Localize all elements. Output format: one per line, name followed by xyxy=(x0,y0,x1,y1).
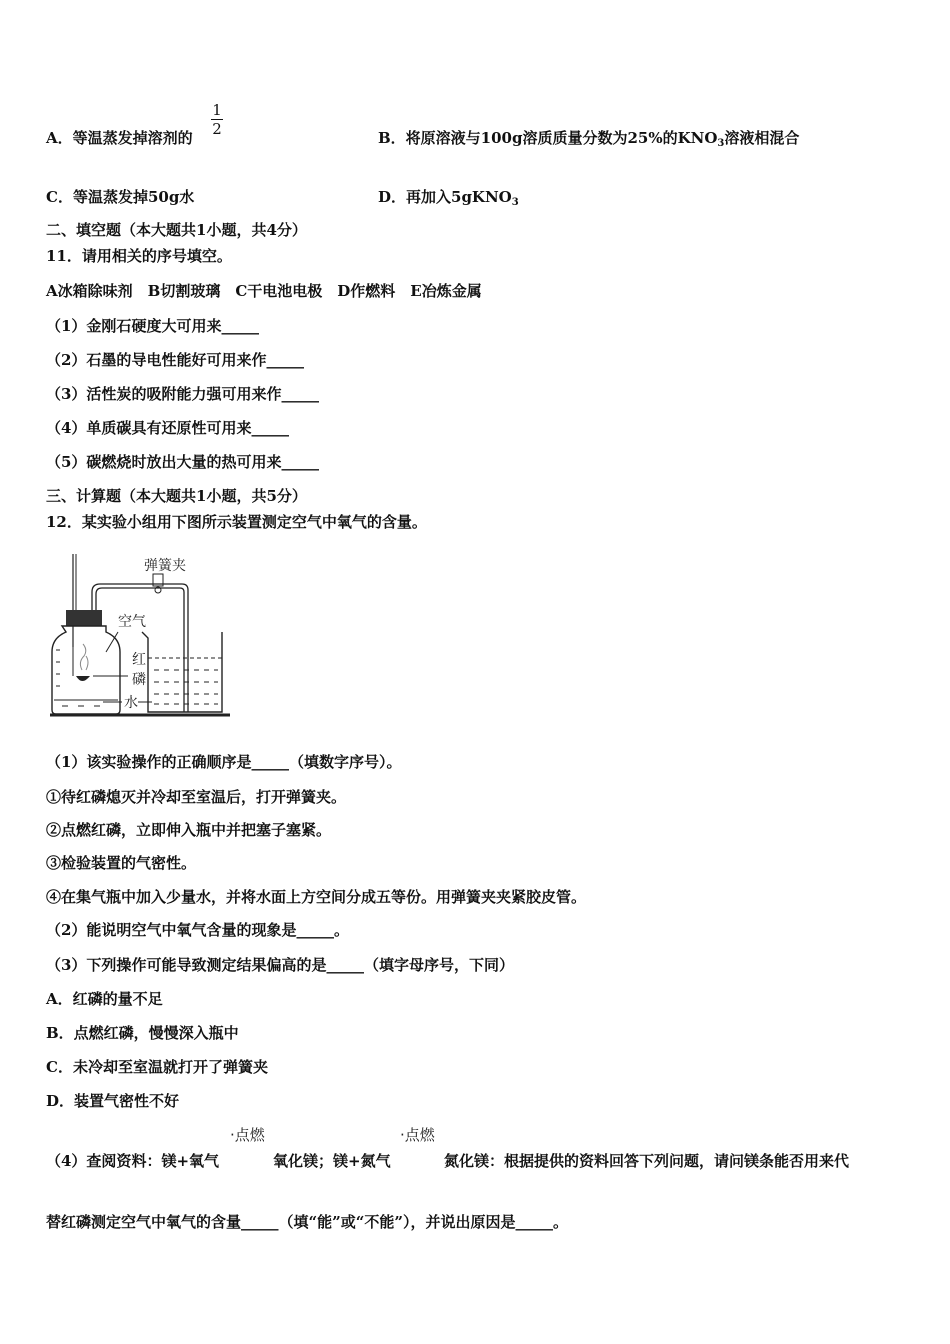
q12-part-4-seg2: 氧化镁；镁+氮气 xyxy=(273,1152,391,1170)
q10-option-a-text: A．等温蒸发掉溶剂的 xyxy=(46,129,193,147)
q11-item-5: （5）碳燃烧时放出大量的热可用来_____ xyxy=(46,453,319,471)
reaction-condition-2: ·点燃 xyxy=(400,1126,435,1144)
smoke-wisp xyxy=(80,644,85,670)
q12-step-1: ①待红磷熄灭并冷却至室温后，打开弹簧夹。 xyxy=(46,788,347,806)
label-spring-clamp: 弹簧夹 xyxy=(144,558,186,574)
q12-part-4-seg3: 氮化镁：根据提供的资料回答下列问题，请问镁条能否用来代 xyxy=(444,1152,850,1170)
combustion-spoon xyxy=(76,676,90,681)
reaction-condition-2-text: 点燃 xyxy=(404,1126,435,1144)
q12-choice-a: A．红磷的量不足 xyxy=(46,990,163,1008)
smoke-wisp xyxy=(86,656,88,670)
bottle-stopper xyxy=(66,610,102,626)
section-2-title: 二、填空题（本大题共1小题，共4分） xyxy=(46,221,307,239)
reaction-condition-1: ·点燃 xyxy=(230,1126,265,1144)
q12-part-4-seg1: （4）查阅资料：镁+氧气 xyxy=(46,1152,220,1170)
fraction-numerator: 1 xyxy=(212,101,222,119)
q12-step-3: ③检验装置的气密性。 xyxy=(46,854,197,872)
q12-choice-d: D．装置气密性不好 xyxy=(46,1092,180,1110)
q10-option-b-text: B．将原溶液与100g溶质质量分数为25%的KNO xyxy=(378,129,718,147)
q12-stem: 12．某实验小组用下图所示装置测定空气中氧气的含量。 xyxy=(46,513,427,531)
q12-step-2: ②点燃红磷，立即伸入瓶中并把塞子塞紧。 xyxy=(46,821,332,839)
q11-item-3: （3）活性炭的吸附能力强可用来作_____ xyxy=(46,385,319,403)
fraction-denominator: 2 xyxy=(212,120,222,138)
label-phosphorus: 磷 xyxy=(132,672,146,688)
q11-stem: 11．请用相关的序号填空。 xyxy=(46,247,232,265)
fraction-half xyxy=(210,101,224,138)
q12-part-3: （3）下列操作可能导致测定结果偏高的是_____（填字母序号，下同） xyxy=(46,956,514,974)
q10-option-d-subscript: 3 xyxy=(511,197,519,208)
q11-options: A冰箱除味剂 B切割玻璃 C干电池电极 D作燃料 E冶炼金属 xyxy=(46,282,482,300)
connecting-tube xyxy=(92,584,188,712)
q12-part-4-line2: 替红磷测定空气中氧气的含量_____（填“能”或“不能”），并说出原因是_____。 xyxy=(46,1213,569,1231)
q11-item-2: （2）石墨的导电性能好可用来作_____ xyxy=(46,351,304,369)
q10-option-d-text: D．再加入5gKNO xyxy=(378,188,512,206)
q11-item-4: （4）单质碳具有还原性可用来_____ xyxy=(46,419,289,437)
label-air: 空气 xyxy=(118,614,146,630)
label-red: 红 xyxy=(132,652,146,668)
label-water: 水 xyxy=(124,695,138,711)
apparatus-diagram xyxy=(48,552,238,722)
reaction-condition-1-text: 点燃 xyxy=(234,1126,265,1144)
beaker xyxy=(142,632,222,712)
q10-option-a xyxy=(46,128,193,148)
q12-part-2: （2）能说明空气中氧气含量的现象是_____。 xyxy=(46,921,349,939)
q10-option-c: C．等温蒸发掉50g水 xyxy=(46,188,195,206)
connecting-tube-inner xyxy=(96,588,184,712)
section-3-title: 三、计算题（本大题共1小题，共5分） xyxy=(46,487,307,505)
q10-option-b-subscript: 3 xyxy=(717,138,725,149)
q12-choice-c: C．未冷却至室温就打开了弹簧夹 xyxy=(46,1058,268,1076)
q10-option-d xyxy=(378,187,519,207)
q12-choice-b: B．点燃红磷，慢慢深入瓶中 xyxy=(46,1024,239,1042)
q11-item-1: （1）金刚石硬度大可用来_____ xyxy=(46,317,259,335)
q12-step-4: ④在集气瓶中加入少量水，并将水面上方空间分成五等份。用弹簧夹夹紧胶皮管。 xyxy=(46,888,587,906)
q10-option-b-tail: 溶液相混合 xyxy=(724,129,800,147)
q12-part-1: （1）该实验操作的正确顺序是_____（填数字序号）。 xyxy=(46,753,402,771)
q10-option-b xyxy=(378,128,799,148)
